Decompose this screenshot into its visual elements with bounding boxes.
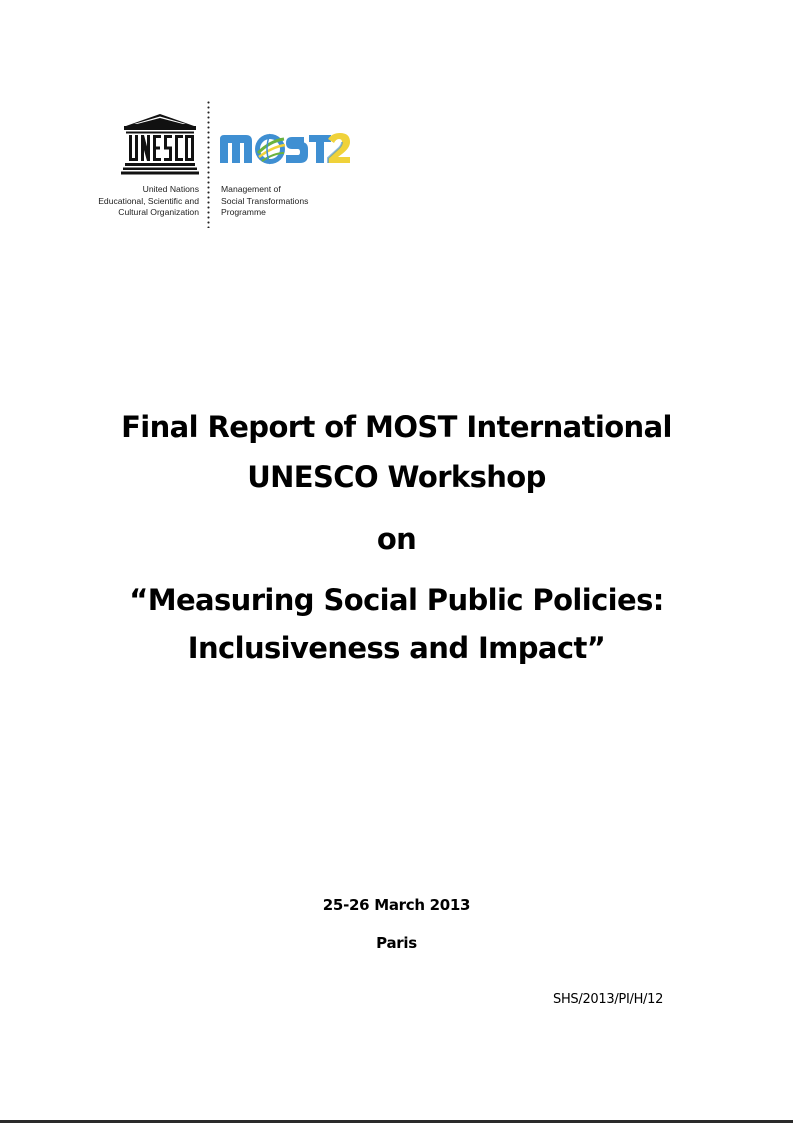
unesco-caption-line: Educational, Scientific and (98, 195, 199, 206)
unesco-temple-icon (120, 112, 200, 176)
logo-header (78, 100, 368, 230)
most-caption (221, 184, 371, 219)
most-caption-line: Management of (221, 184, 281, 194)
title-line-1: Final Report of MOST International (121, 410, 672, 444)
title-line-4: Inclusiveness and Impact” (187, 631, 606, 665)
title-line-connector: on (376, 522, 417, 556)
most-caption-line: Social Transformations (221, 195, 309, 206)
logo-separator (207, 100, 210, 228)
unesco-caption-line: United Nations (142, 184, 199, 194)
most-caption-line: Programme (221, 207, 266, 217)
most2-logo-icon (218, 127, 352, 169)
title-line-2: UNESCO Workshop (247, 460, 546, 494)
title-line-3: “Measuring Social Public Policies: (129, 583, 664, 617)
unesco-caption (78, 184, 199, 219)
unesco-caption-line: Cultural Organization (118, 207, 199, 217)
event-place: Paris (376, 934, 417, 952)
document-code: SHS/2013/PI/H/12 (553, 992, 664, 1007)
event-date: 25-26 March 2013 (322, 896, 471, 914)
